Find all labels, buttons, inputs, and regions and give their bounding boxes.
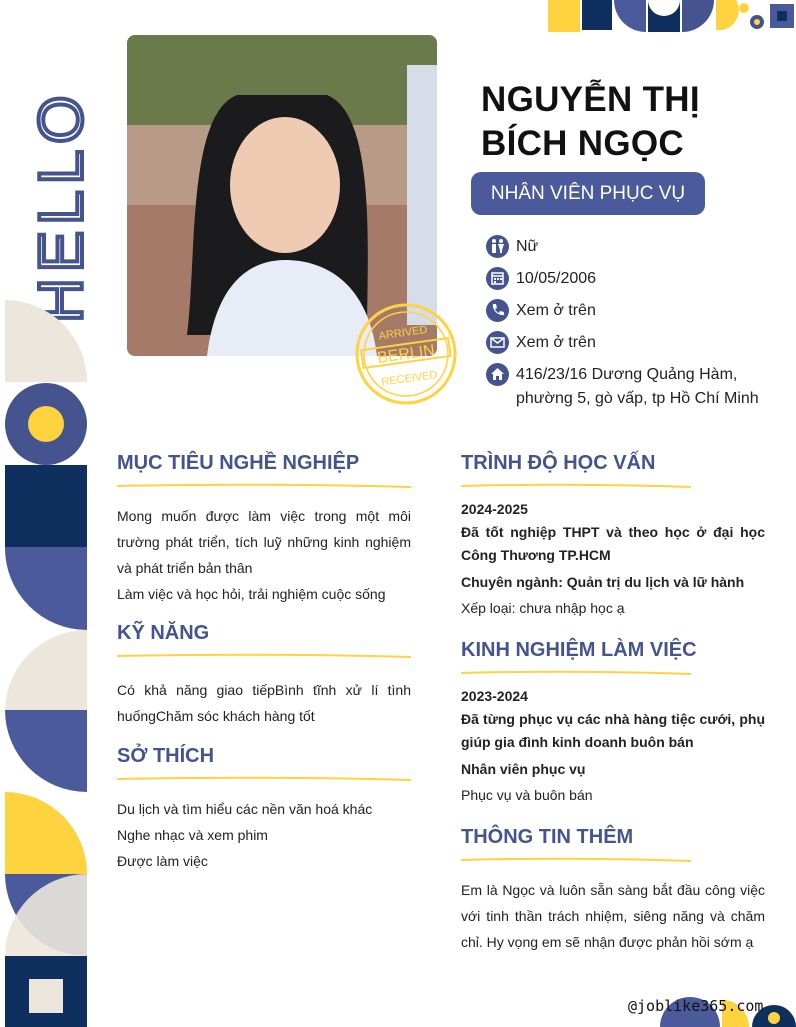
- objective-text: Mong muốn được làm việc trong một môi trường phát triển, tích luỹ những kinh nghiệm và phát triển bản thân: [117, 508, 411, 576]
- gender-text: Nữ: [516, 238, 539, 255]
- contact-email: [486, 331, 786, 355]
- skills-section: [117, 622, 411, 729]
- education-section: [461, 452, 765, 621]
- job-title-badge: NHÂN VIÊN PHỤC VỤ: [471, 172, 705, 215]
- extra-info-section: [461, 826, 765, 955]
- experience-title: KINH NGHIỆM LÀM VIỆC: [461, 639, 697, 661]
- hobby-item: Du lịch và tìm hiểu các nền văn hoá khác: [117, 801, 373, 817]
- extra-info-underline: [461, 856, 691, 862]
- education-period: 2024-2025: [461, 501, 528, 517]
- berlin-stamp: [352, 300, 460, 408]
- phone-icon: [486, 299, 509, 322]
- name-line-2: BÍCH NGỌC: [481, 124, 684, 163]
- objective-underline: [117, 482, 411, 488]
- candidate-name: [481, 78, 781, 166]
- extra-info-text: Em là Ngọc và luôn sẵn sàng bắt đầu công việc với tinh thần trách nhiệm, siêng năng và chăm chỉ. Hy vọng em sẽ nhận được phản hồi sớm ạ: [461, 882, 765, 950]
- experience-underline: [461, 669, 691, 675]
- education-major: Chuyên ngành: Quản trị du lịch và lữ hành: [461, 574, 745, 590]
- hello-decoration: [22, 55, 102, 335]
- hobbies-title: SỞ THÍCH: [117, 745, 215, 767]
- watermark: @joblike365.com: [628, 997, 764, 1015]
- name-line-1: NGUYỄN THỊ: [481, 80, 700, 119]
- experience-duty: Phục vụ và buôn bán: [461, 787, 593, 803]
- objective-text-2: Làm việc và học hỏi, trải nghiệm cuộc sống: [117, 586, 386, 602]
- phone-text: Xem ở trên: [516, 302, 596, 319]
- stamp-city-text: BERLIN: [376, 342, 436, 367]
- hello-text: HELLO: [27, 89, 96, 323]
- stamp-top-text: ARRIVED: [378, 323, 429, 343]
- contact-birthday: [486, 267, 786, 291]
- birthday-text: 10/05/2006: [516, 270, 597, 287]
- skills-title: KỸ NĂNG: [117, 622, 210, 644]
- objective-section: [117, 452, 411, 607]
- calendar-icon: [486, 267, 509, 290]
- contact-gender: [486, 235, 786, 259]
- experience-period: 2023-2024: [461, 688, 528, 704]
- extra-info-title: THÔNG TIN THÊM: [461, 826, 634, 848]
- skills-text: Có khả năng giao tiếpBình tĩnh xử lí tình huốngChăm sóc khách hàng tốt: [117, 682, 411, 724]
- experience-position: Nhân viên phục vụ: [461, 761, 586, 777]
- hobbies-section: [117, 745, 411, 874]
- contact-phone: [486, 299, 786, 323]
- education-title: TRÌNH ĐỘ HỌC VẤN: [461, 452, 656, 474]
- hobby-item: Nghe nhạc và xem phim: [117, 827, 268, 843]
- skills-underline: [117, 652, 411, 658]
- contact-address: [486, 363, 786, 413]
- hobbies-underline: [117, 775, 411, 781]
- email-text: Xem ở trên: [516, 334, 596, 351]
- experience-section: [461, 639, 765, 808]
- address-text: 416/23/16 Dương Quảng Hàm, phường 5, gò vấp, tp Hồ Chí Minh: [516, 366, 759, 407]
- experience-desc: Đã từng phục vụ các nhà hàng tiệc cưới, phụ giúp gia đình kinh doanh buôn bán: [461, 711, 765, 750]
- gender-icon: [486, 235, 509, 258]
- hobby-item: Được làm việc: [117, 853, 208, 869]
- home-icon: [486, 363, 509, 386]
- left-geometric-strip: [5, 300, 87, 1027]
- top-geometric-decoration: [548, 0, 796, 34]
- stamp-bottom-text: RECEIVED: [380, 368, 439, 389]
- email-icon: [486, 331, 509, 354]
- education-grade: Xếp loại: chưa nhập học ạ: [461, 600, 625, 616]
- objective-title: MỤC TIÊU NGHỀ NGHIỆP: [117, 452, 360, 474]
- education-underline: [461, 482, 691, 488]
- education-desc: Đã tốt nghiệp THPT và theo học ở đại học Công Thương TP.HCM: [461, 524, 765, 563]
